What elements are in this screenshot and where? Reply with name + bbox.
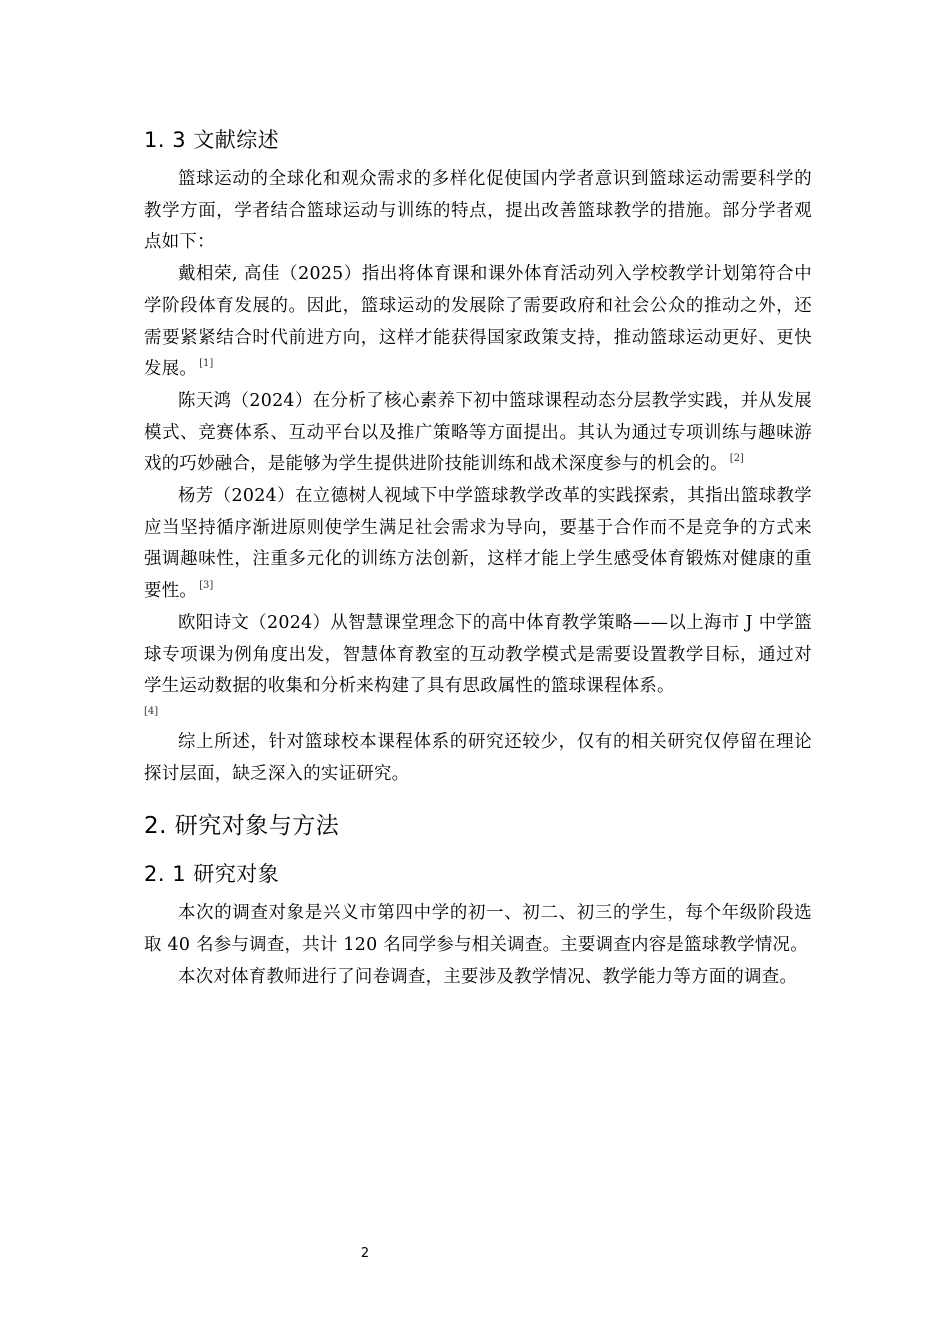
review-text-3: 杨芳（2024）在立德树人视域下中学篮球教学改革的实践探索，其指出篮球教学应当坚持循序渐进原则使学生满足社会需求为导向，要基于合作而不是竞争的方式来强调趣味性，注重多元化的训练方法创新，这样才能上学生感受体育锻炼对健康的重要性。 xyxy=(144,486,812,602)
section-heading-2: 2. 研究对象与方法 xyxy=(144,813,340,840)
review-summary-paragraph: 综上所述，针对篮球校本课程体系的研究还较少，仅有的相关研究仅停留在理论探讨层面，缺乏深入的实证研究。 xyxy=(144,731,812,784)
subjects-paragraph-1: 本次的调查对象是兴义市第四中学的初一、初二、初三的学生，每个年级阶段选取 40 名参与调查，共计 120 名同学参与相关调查。主要调查内容是篮球教学情况。 xyxy=(144,903,812,956)
review-paragraph-3 xyxy=(144,481,812,608)
review-intro-paragraph: 篮球运动的全球化和观众需求的多样化促使国内学者意识到篮球运动需要科学的教学方面，学者结合篮球运动与训练的特点，提出改善篮球教学的措施。部分学者观点如下： xyxy=(144,169,812,253)
review-paragraph-2 xyxy=(144,386,812,481)
citation-ref-2[interactable]: [2] xyxy=(729,453,744,465)
citation-ref-4[interactable]: [4] xyxy=(144,705,159,717)
review-text-4: 欧阳诗文（2024）从智慧课堂理念下的高中体育教学策略——以上海市 J 中学篮球专项课为例角度出发，智慧体育教室的互动教学模式是需要设置教学目标，通过对学生运动数据的收集和分析来构建了具有思政属性的篮球课程体系。 xyxy=(144,612,812,697)
section-heading-1-3: 1. 3 文献综述 xyxy=(144,128,280,152)
citation-ref-3[interactable]: [3] xyxy=(199,580,214,592)
page-number: 2 xyxy=(360,1246,370,1261)
review-paragraph-1 xyxy=(144,259,812,386)
subjects-paragraph-2: 本次对体育教师进行了问卷调查，主要涉及教学情况、教学能力等方面的调查。 xyxy=(178,966,798,987)
review-paragraph-4 xyxy=(144,608,812,703)
section-heading-2-1: 2. 1 研究对象 xyxy=(144,862,280,887)
review-text-1: 戴相荣, 高佳（2025）指出将体育课和课外体育活动列入学校教学计划第符合中学阶段体育发展的。因此，篮球运动的发展除了需要政府和社会公众的推动之外，还需要紧紧结合时代前进方向，这样才能获得国家政策支持，推动篮球运动更好、更快发展。 xyxy=(144,264,812,380)
review-text-2: 陈天鸿（2024）在分析了核心素养下初中篮球课程动态分层教学实践，并从发展模式、竞赛体系、互动平台以及推广策略等方面提出。其认为通过专项训练与趣味游戏的巧妙融合，是能够为学生提供进阶技能训练和战术深度参与的机会的。 xyxy=(144,390,812,475)
citation-ref-1[interactable]: [1] xyxy=(199,358,214,370)
page-body xyxy=(144,124,812,993)
